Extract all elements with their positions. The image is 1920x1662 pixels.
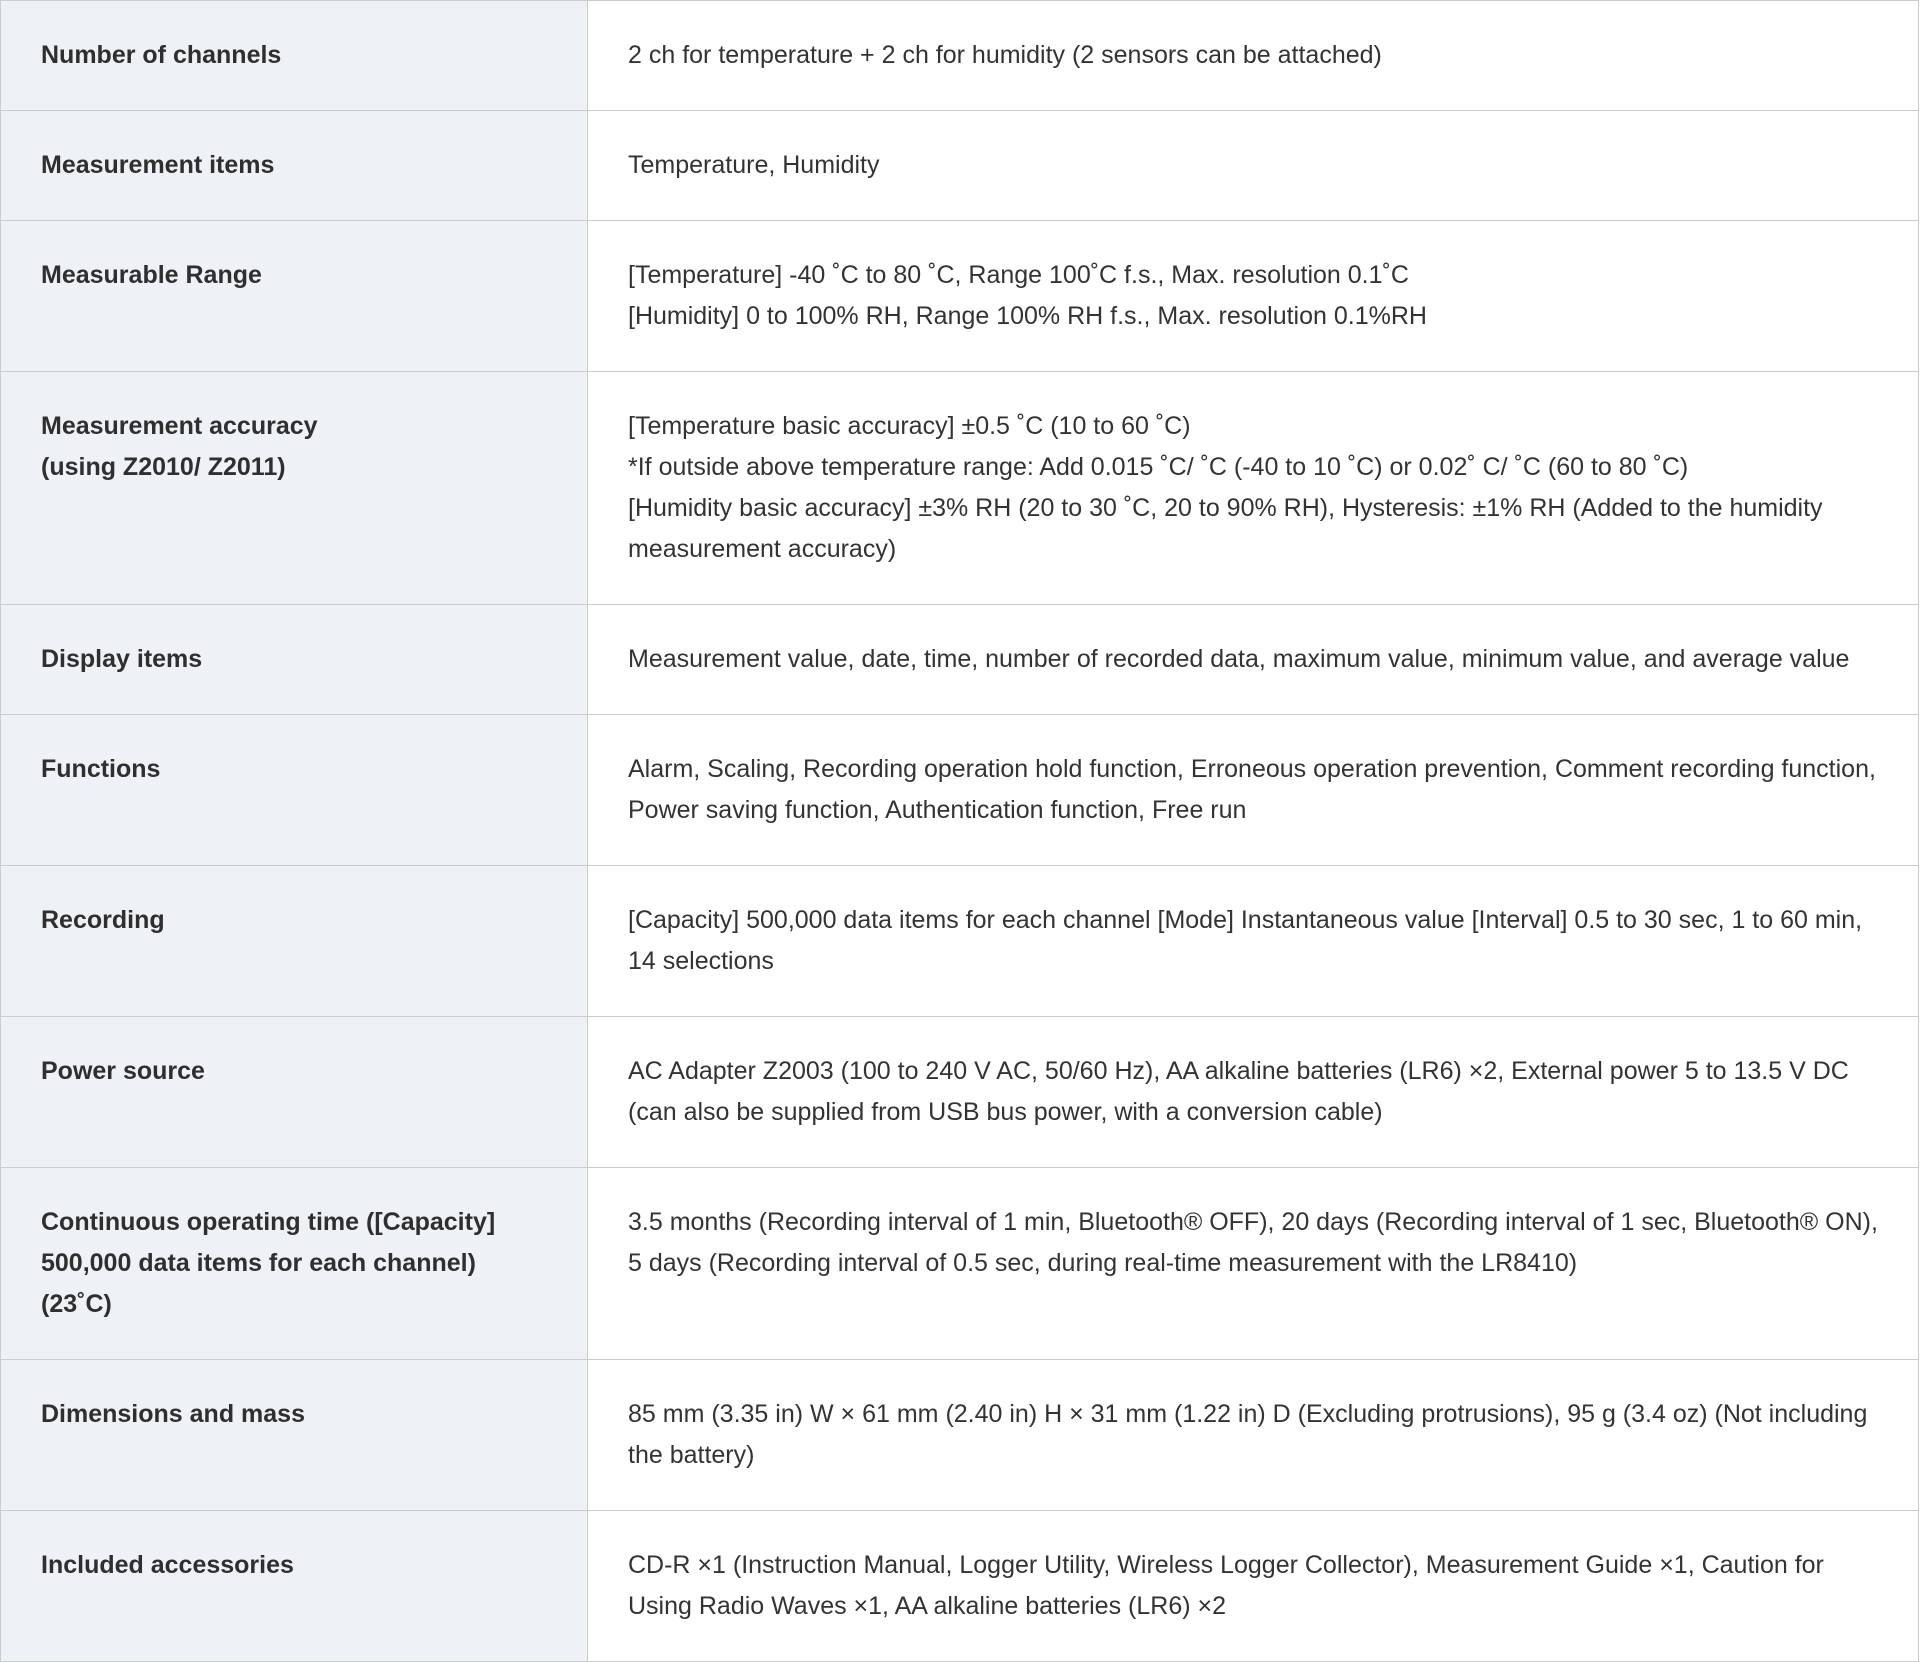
spec-value: [Capacity] 500,000 data items for each channel [Mode] Instantaneous value [Interval] 0.5 to 30 sec, 1 to 60 min, 14 selections — [588, 866, 1919, 1017]
spec-label: Display items — [1, 605, 588, 715]
spec-label: Dimensions and mass — [1, 1360, 588, 1511]
spec-row-display-items — [1, 605, 1919, 715]
spec-row-power-source — [1, 1017, 1919, 1168]
spec-row-measurement-items — [1, 111, 1919, 221]
spec-value: Alarm, Scaling, Recording operation hold function, Erroneous operation prevention, Comment recording function, Power saving function, Authentication function, Free run — [588, 715, 1919, 866]
spec-label: Measurement items — [1, 111, 588, 221]
spec-row-measurement-accuracy — [1, 372, 1919, 605]
spec-value: Temperature, Humidity — [588, 111, 1919, 221]
spec-row-included-accessories — [1, 1511, 1919, 1662]
spec-label: Power source — [1, 1017, 588, 1168]
spec-value: Measurement value, date, time, number of recorded data, maximum value, minimum value, and average value — [588, 605, 1919, 715]
spec-value: 3.5 months (Recording interval of 1 min, Bluetooth® OFF), 20 days (Recording interval of 1 sec, Bluetooth® ON), 5 days (Recording interval of 0.5 sec, during real-time measurement with the LR8410) — [588, 1168, 1919, 1360]
spec-label: Number of channels — [1, 1, 588, 111]
spec-value: 2 ch for temperature + 2 ch for humidity (2 sensors can be attached) — [588, 1, 1919, 111]
spec-row-dimensions-and-mass — [1, 1360, 1919, 1511]
spec-value: CD-R ×1 (Instruction Manual, Logger Utility, Wireless Logger Collector), Measurement Guide ×1, Caution for Using Radio Waves ×1, AA alkaline batteries (LR6) ×2 — [588, 1511, 1919, 1662]
spec-value: [Temperature] -40 ˚C to 80 ˚C, Range 100˚C f.s., Max. resolution 0.1˚C [Humidity] 0 to 100% RH, Range 100% RH f.s., Max. resolution 0.1%RH — [588, 221, 1919, 372]
spec-label: Functions — [1, 715, 588, 866]
spec-label: Recording — [1, 866, 588, 1017]
spec-value: AC Adapter Z2003 (100 to 240 V AC, 50/60 Hz), AA alkaline batteries (LR6) ×2, External power 5 to 13.5 V DC (can also be supplied from USB bus power, with a conversion cable) — [588, 1017, 1919, 1168]
spec-value: [Temperature basic accuracy] ±0.5 ˚C (10 to 60 ˚C) *If outside above temperature range: Add 0.015 ˚C/ ˚C (-40 to 10 ˚C) or 0.02˚ C/ ˚C (60 to 80 ˚C) [Humidity basic accuracy] ±3% RH (20 to 30 ˚C, 20 to 90% RH), Hysteresis: ±1% RH (Added to the humidity measurement accuracy) — [588, 372, 1919, 605]
spec-row-measurable-range — [1, 221, 1919, 372]
spec-row-number-of-channels — [1, 1, 1919, 111]
spec-label: Measurable Range — [1, 221, 588, 372]
spec-label: Included accessories — [1, 1511, 588, 1662]
spec-row-recording — [1, 866, 1919, 1017]
spec-row-continuous-operating-time — [1, 1168, 1919, 1360]
spec-row-functions — [1, 715, 1919, 866]
spec-value: 85 mm (3.35 in) W × 61 mm (2.40 in) H × 31 mm (1.22 in) D (Excluding protrusions), 95 g (3.4 oz) (Not including the battery) — [588, 1360, 1919, 1511]
spec-label: Continuous operating time ([Capacity] 500,000 data items for each channel) (23˚C) — [1, 1168, 588, 1360]
spec-label: Measurement accuracy (using Z2010/ Z2011) — [1, 372, 588, 605]
